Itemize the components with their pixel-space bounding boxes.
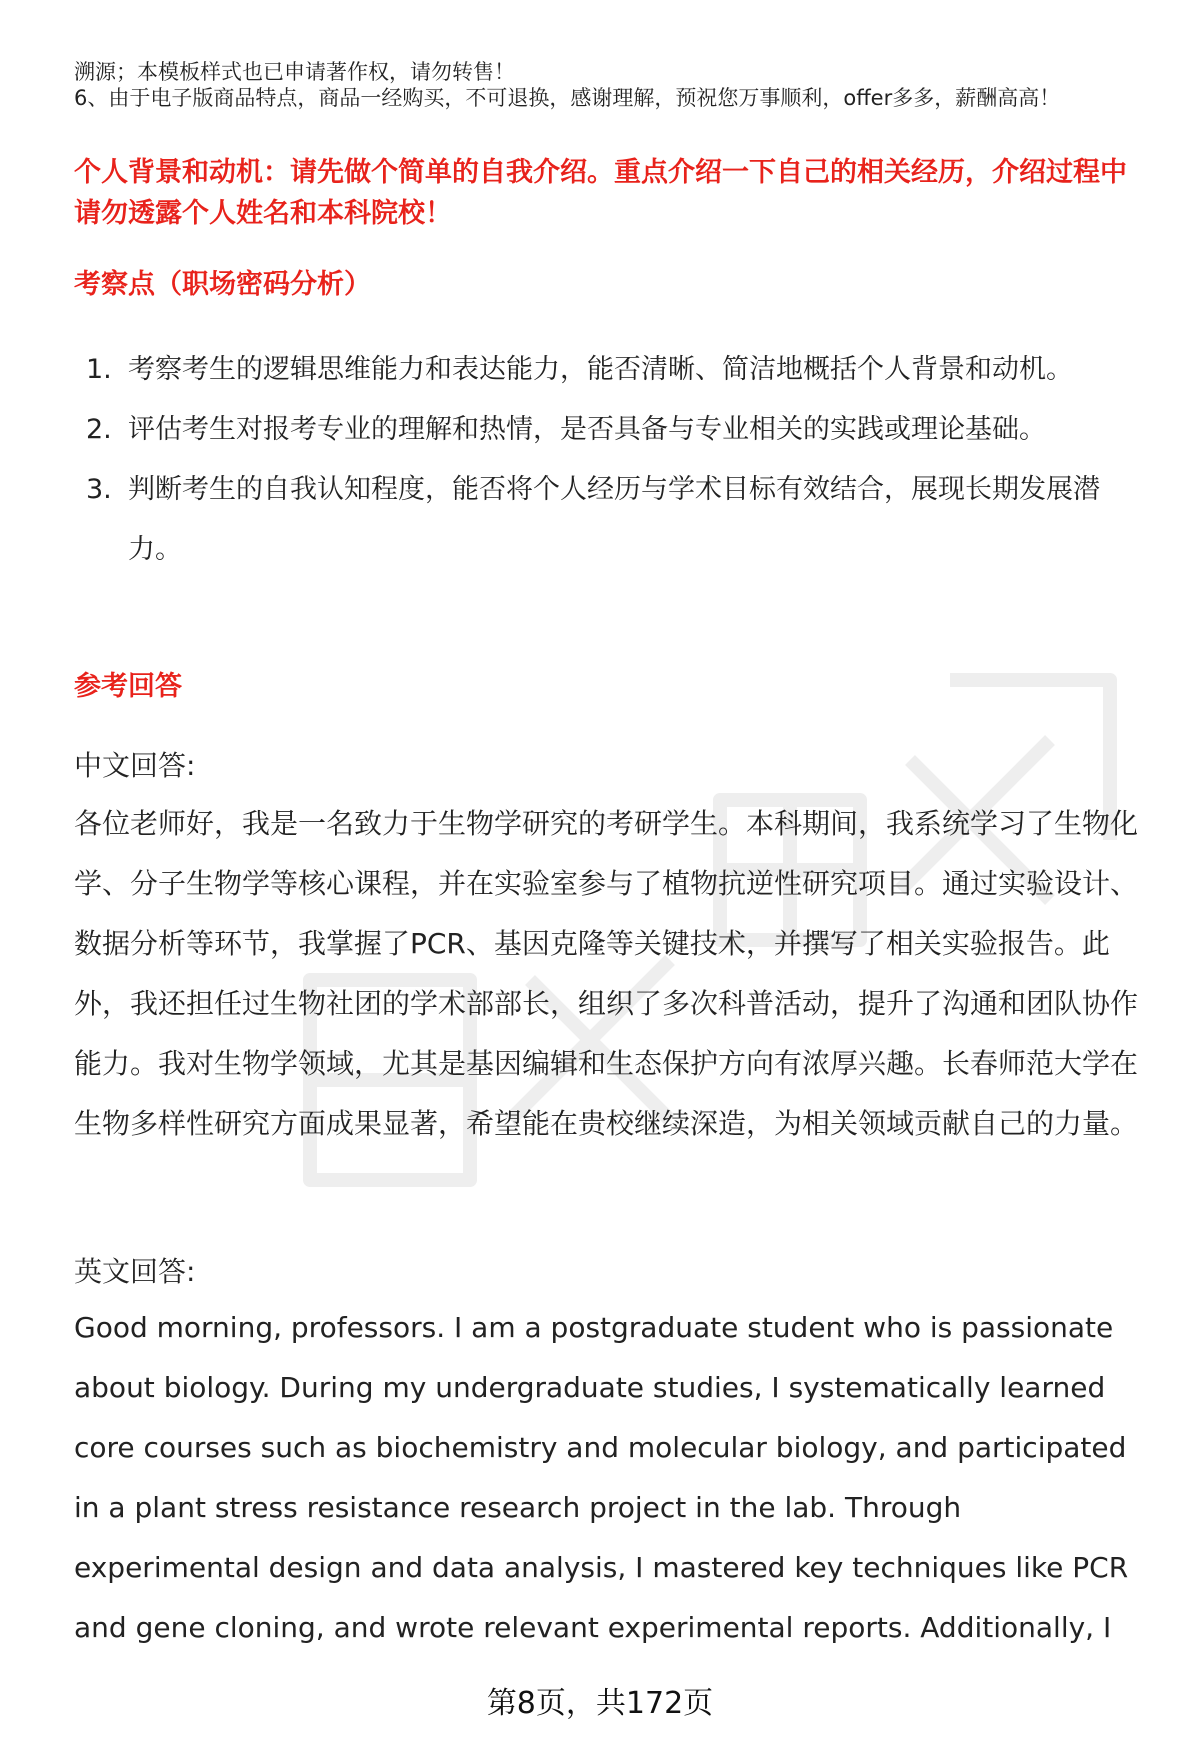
reference-title: 参考回答	[74, 671, 182, 702]
page-footer: 第8页，共172页	[486, 1686, 714, 1721]
english-answer-label: 英文回答:	[74, 1255, 196, 1288]
chinese-answer-label: 中文回答:	[74, 749, 196, 782]
assessment-point	[74, 340, 1144, 400]
question-heading: 个人背景和动机：请先做个简单的自我介绍。重点介绍一下自己的相关经历，介绍过程中请勿透露个人姓名和本科院校！	[74, 157, 1127, 229]
point-number: 3.	[86, 474, 112, 505]
english-answer-text: Good morning, professors. I am a postgraduate student who is passionate about biology. During my undergraduate studies, I systematically learned core courses such as biochemistry and molecular biology, and participated in a plant stress resistance research project in the lab. Through experimental design and data analysis, I mastered key techniques like PCR and gene cloning, and wrote relevant experimental reports. Additionally, I	[74, 1311, 1129, 1644]
point-text: 判断考生的自我认知程度，能否将个人经历与学术目标有效结合，展现长期发展潜力。	[128, 474, 1100, 565]
notice-line-1: 溯源；本模板样式也已申请著作权，请勿转售！	[74, 60, 515, 84]
notice-line-2: 6、由于电子版商品特点，商品一经购买，不可退换，感谢理解，预祝您万事顺利，offer多多，薪酬高高！	[74, 86, 1061, 110]
chinese-answer-text: 各位老师好，我是一名致力于生物学研究的考研学生。本科期间，我系统学习了生物化学、分子生物学等核心课程，并在实验室参与了植物抗逆性研究项目。通过实验设计、数据分析等环节，我掌握了PCR、基因克隆等关键技术，并撰写了相关实验报告。此外，我还担任过生物社团的学术部部长，组织了多次科普活动，提升了沟通和团队协作能力。我对生物学领域，尤其是基因编辑和生态保护方向有浓厚兴趣。长春师范大学在生物多样性研究方面成果显著，希望能在贵校继续深造，为相关领域贡献自己的力量。	[74, 807, 1139, 1140]
assessment-point	[74, 460, 1144, 580]
assessment-point	[74, 400, 1144, 460]
point-text: 评估考生对报考专业的理解和热情，是否具备与专业相关的实践或理论基础。	[128, 414, 1046, 445]
assessment-title: 考察点（职场密码分析）	[74, 269, 371, 300]
point-text: 考察考生的逻辑思维能力和表达能力，能否清晰、简洁地概括个人背景和动机。	[128, 354, 1073, 385]
point-number: 2.	[86, 414, 112, 445]
assessment-points-list	[74, 340, 1144, 580]
point-number: 1.	[86, 354, 112, 385]
